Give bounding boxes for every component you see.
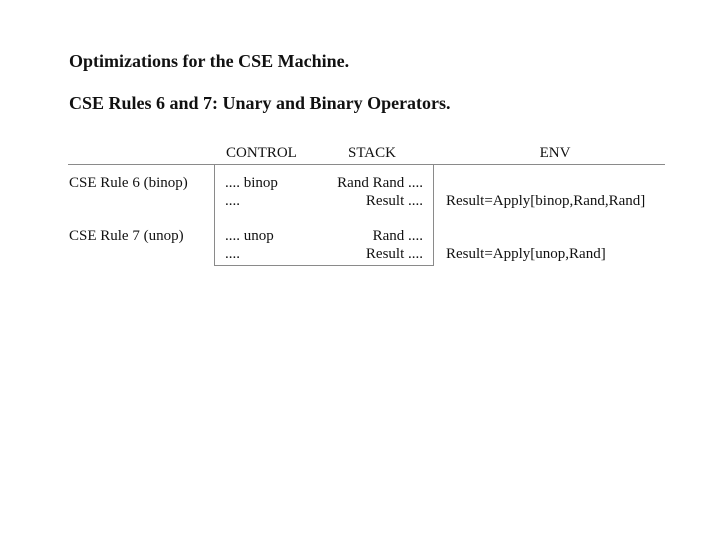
rule-6-stack-before: Rand Rand .... [337,175,423,191]
rule-6-control-after: .... [225,193,240,209]
rule-7-control-after: .... [225,246,240,262]
section-title: CSE Rules 6 and 7: Unary and Binary Operators. [69,93,451,113]
rule-6-stack-after: Result .... [365,193,423,209]
rule-6-env: Result=Apply[binop,Rand,Rand] [446,193,646,209]
page-title: Optimizations for the CSE Machine. [69,51,350,71]
header-stack: STACK [348,145,396,161]
rule-7-stack-after: Result .... [365,246,423,262]
header-divider [68,164,665,165]
rule-7-control-before: .... unop [225,228,274,244]
rule-7-label: CSE Rule 7 (unop) [69,228,184,244]
header-control: CONTROL [226,145,297,161]
rule-7-stack-before: Rand .... [372,228,423,244]
box-bottom-border [214,265,434,266]
header-env: ENV [539,145,571,161]
rule-6-label: CSE Rule 6 (binop) [69,175,188,191]
rule-7-env: Result=Apply[unop,Rand] [446,246,606,262]
rule-6-control-before: .... binop [225,175,278,191]
control-left-border [214,165,215,265]
stack-right-border [433,165,434,265]
